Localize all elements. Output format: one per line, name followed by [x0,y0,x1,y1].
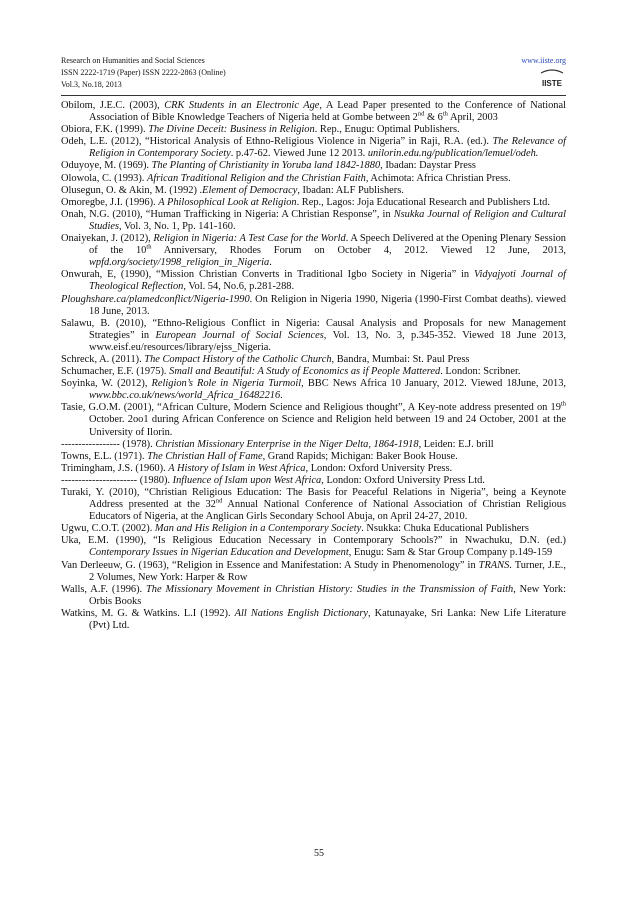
reference-entry [61,535,566,559]
reference-text: , Enugu: Sam & Star Group Company p.149-159 [348,547,553,559]
reference-text: , Ibadan: Daystar Press [380,160,476,172]
reference-text: , Ibadan: ALF Publishers. [297,184,404,196]
reference-text: , London: Oxford University Press. [305,462,453,474]
reference-text: Salawu, B. (2010), “Ethno-Religious Conflict in Nigeria: Causal Analysis and Proposals for new Management Strategies” in [61,317,566,341]
reference-title: TRANS [478,559,510,571]
reference-entry [61,584,566,608]
reference-title: The Compact History of the Catholic Church [144,353,332,365]
reference-title: African Traditional Religion and the Christian Faith [147,172,366,184]
ordinal-suffix: th [146,243,152,251]
reference-text: , A Lead Paper presented to the Conference of National Association of Bible Knowledge Teachers of Nigeria held at Gombe between 2 [89,100,566,124]
journal-name: Research on Humanities and Social Sciences [61,56,205,65]
reference-title: Element of Democracy [202,184,298,196]
reference-text: . On Religion in Nigeria 1990, Nigeria (1990-First Combat deaths). viewed 18 June, 2013. [89,293,566,317]
reference-title: Religion’s Role in Nigeria Turmoil [151,378,302,390]
reference-entry [61,136,566,160]
reference-entry [61,124,566,136]
reference-text: Onwurah, E, (1990), “Mission Christian Converts in Traditional Igbo Society in Nigeria” in [61,269,474,281]
reference-title: CRK Students in an Electronic Age [164,100,320,111]
svg-text:IISTE: IISTE [541,79,563,88]
reference-title: A History of Islam in West Africa [168,462,306,474]
reference-text: Tasie, G.O.M. (2001), “African Culture, Modern Science and Religious thought”, A Key-note address presented on 19 [61,402,561,414]
reference-title: wpfd.org/society/1998_religion_in_Nigeria [89,257,270,269]
reference-entry [61,451,566,463]
reference-text: , BBC News Africa 10 January, 2012. Viewed 18June, 2013, [301,378,566,390]
page-number: 55 [314,848,324,859]
reference-entry [61,185,566,197]
reference-text: Uka, E.M. (1990), “Is Religious Education Necessary in Contemporary Schools?” in Nwachuku, D.N. (ed.) [61,535,566,547]
ordinal-suffix: nd [215,497,223,505]
reference-text: . Turner, J.E., 2 Volumes, New York: Harper & Row [89,559,567,583]
reference-entry [61,173,566,185]
reference-title: Vidyajyoti Journal of Theological Reflection [89,269,566,293]
reference-text: Olusegun, O. & Akin, M. (1992) . [61,184,203,196]
reference-title: Nsukka Journal of Religion and Cultural Studies [89,208,566,232]
reference-entry [61,560,566,584]
reference-entry [61,378,566,402]
reference-text: . A Speech Delivered at the Opening Plenary Session of the 10 [89,233,566,257]
reference-text: . Rep., Enugu: Optimal Publishers. [314,124,460,136]
reference-title: www.bbc.co.uk/news/world_Africa_16482216 [89,390,281,402]
reference-entry [61,402,566,438]
reference-entry [61,354,566,366]
reference-text: Anniversary, Rhodes Forum on October 4, 2012. Viewed 12 June, 2013, [151,245,567,257]
site-link[interactable]: www.iiste.org [521,56,566,65]
reference-entry [61,318,566,354]
reference-text: Soyinka, W. (2012), [61,378,152,390]
reference-text: . Rep., Lagos: Joja Educational Research and Publishers Ltd. [296,196,550,208]
reference-entry [61,366,566,378]
reference-text: , Grand Rapids; Michigan: Baker Book House. [262,450,458,462]
reference-text: October. 2oo1 during African Conference on Science and Religion held between 19 and 24 October, 2001 at the University of Ilorin. [89,414,566,438]
reference-text: ----------------- (1978). [61,438,156,450]
reference-text: , Vol. 54, No.6, p.281-288. [183,281,295,293]
reference-text: , Bandra, Mumbai: St. Paul Press [331,353,470,365]
reference-title: The Missionary Movement in Christian History: Studies in the Transmission of Faith [146,583,514,595]
reference-entry [61,209,566,233]
reference-title: A Philosophical Look at Religion [158,196,297,208]
reference-title: unilorin.edu.ng/publication/lemuel/odeh. [367,148,539,160]
reference-text: . Nsukka: Chuka Educational Publishers [361,523,529,535]
reference-text: Omoregbe, J.I. (1996). [61,196,159,208]
reference-text: . [280,390,283,402]
reference-entry [61,294,566,318]
reference-title: The Christian Hall of Fame [147,450,263,462]
reference-text: & 6 [424,112,443,124]
reference-text: Schumacher, E.F. (1975). [61,366,170,378]
reference-title: The Relevance of Religion in Contemporary Society [89,136,566,160]
reference-title: Contemporary Issues in Nigerian Education and Development [89,547,349,559]
reference-entry [61,463,566,475]
reference-text: ---------------------- (1980). [61,474,173,486]
reference-text: Olowola, C. (1993). [61,172,148,184]
issn-line: ISSN 2222-1719 (Paper) ISSN 2222-2863 (Online) [61,68,226,77]
reference-entry [61,487,566,523]
reference-text: Schreck, A. (2011). [61,353,145,365]
reference-text: . p.47-62. Viewed June 12 2013. [230,148,368,160]
reference-text: , Vol. 13, No. 3, p.345-352. Viewed 18 June 2013, www.eisf.eu/resources/library/ejss_Nigeria. [89,329,566,353]
iiste-logo-icon [539,69,565,91]
reference-text: Onah, N.G. (2010), “Human Trafficking in Nigeria: A Christian Response”, in [61,208,394,220]
volume-line: Vol.3, No.18, 2013 [61,80,122,89]
reference-text: Oduyoye, M. (1969). [61,160,152,172]
reference-text: Trimingham, J.S. (1960). [61,462,169,474]
page-header [61,55,578,91]
reference-text: , Leiden: E.J. brill [418,438,494,450]
reference-text: , Katunayake, Sri Lanka: New Life Literature (Pvt) Ltd. [89,607,566,632]
ordinal-suffix: th [442,110,448,118]
ordinal-suffix: th [560,400,566,408]
reference-title: All Nations English Dictionary [234,607,369,619]
reference-title: Christian Missionary Enterprise in the Niger Delta, 1864-1918 [155,438,419,450]
reference-entry [61,439,566,451]
reference-entry [61,475,566,487]
reference-title: Small and Beautiful: A Study of Economics as if People Mattered [169,366,441,378]
reference-title: The Planting of Christianity in Yoruba land 1842-1880 [151,160,381,172]
reference-title: The Divine Deceit: Business in Religion [148,124,315,136]
ordinal-suffix: nd [417,110,425,118]
reference-text: Annual National Conference of National Association of Christian Religious Educators of Nigeria, at the Anglican Girls Secondary School Abuja, on April 24-27, 2010. [89,499,566,523]
reference-title: Influence of Islam upon West Africa [172,474,322,486]
reference-text: , New York: Orbis Books [89,583,566,607]
reference-entry [61,100,566,124]
reference-entry [61,608,566,632]
reference-text: Turaki, Y. (2010), “Christian Religious Education: The Basis for Peaceful Relations in Nigeria”, being a Keynote Address presented at the 32 [61,487,566,511]
reference-text: April, 2003 [447,112,498,124]
reference-text: , London: Oxford University Press Ltd. [321,474,485,486]
reference-entry [61,523,566,535]
reference-title: Man and His Religion in a Contemporary Society [154,523,362,535]
header-rule [61,95,566,96]
reference-text: . London: Scribner. [440,366,521,378]
reference-text: Odeh, L.E. (2012), “Historical Analysis of Ethno-Religious Violence in Nigeria” in Raji, R.A. (ed.). [61,136,493,148]
reference-entry [61,233,566,269]
reference-text: Onaiyekan, J. (2012), [61,233,154,245]
reference-text: Ugwu, C.O.T. (2002). [61,523,155,535]
reference-text: Towns, E.L. (1971). [61,450,148,462]
reference-text: Van Derleeuw, G. (1963), “Religion in Essence and Manifestation: A Study in Phenomenology” in [61,559,479,571]
reference-text: , Achimota: Africa Christian Press. [365,172,511,184]
reference-text: Watkins, M. G. & Watkins. L.I (1992). [61,607,235,619]
reference-title: Ploughshare.ca/plamedconflict/Nigeria-1990 [61,293,250,305]
reference-text: , Vol. 3, No. 1, Pp. 141-160. [119,220,236,232]
reference-list [61,100,566,632]
reference-text: Obiora, F.K. (1999). [61,124,149,136]
reference-title: Religion in Nigeria: A Test Case for the World [153,233,346,245]
reference-title: European Journal of Social Sciences [155,329,324,341]
reference-entry [61,197,566,209]
reference-text: Walls, A.F. (1996). [61,583,147,595]
reference-text: . [269,257,272,269]
reference-text: Obilom, J.E.C. (2003), [61,100,165,111]
reference-entry [61,160,566,172]
reference-entry [61,269,566,293]
